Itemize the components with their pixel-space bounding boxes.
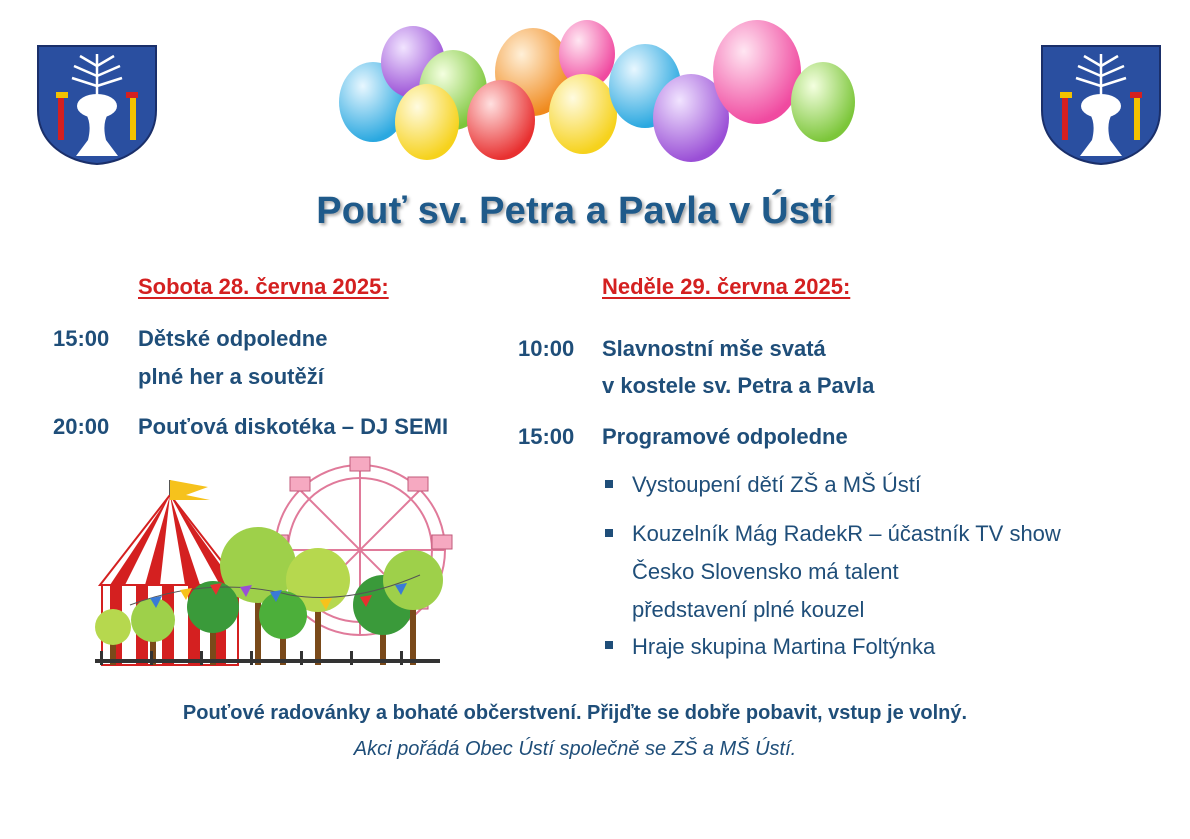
saturday-heading: Sobota 28. června 2025: [138,274,389,299]
sunday-event-2-line1: Programové odpoledne [602,424,848,449]
balloons-icon [335,10,865,180]
funfair-illustration [90,455,470,675]
bullet-icon [605,641,613,649]
saturday-event-1-time: 15:00 [53,326,110,351]
coat-of-arms-left-icon [36,44,158,166]
saturday-event-1-line2: plné her a soutěží [138,364,324,389]
saturday-event-2-time: 20:00 [53,414,110,439]
sunday-event-2-time: 15:00 [518,424,575,449]
bullet-icon [605,529,613,537]
program-item-2-line2: Česko Slovensko má talent [632,559,899,584]
sunday-heading: Neděle 29. června 2025: [602,274,851,299]
sunday-event-1-time: 10:00 [518,336,575,361]
saturday-event-2-line1: Pouťová diskotéka – DJ SEMI [138,414,449,439]
program-item-1: Vystoupení dětí ZŠ a MŠ Ústí [632,472,921,497]
coat-of-arms-right-icon [1040,44,1162,166]
saturday-event-1-line1: Dětské odpoledne [138,326,328,351]
page-title: Pouť sv. Petra a Pavla v Ústí [316,190,834,232]
footer-organizer: Akci pořádá Obec Ústí společně se ZŠ a MŠ Ústí. [353,738,797,760]
sunday-event-1-line2: v kostele sv. Petra a Pavla [602,373,875,398]
program-item-2-line1: Kouzelník Mág RadekR – účastník TV show [632,521,1061,546]
sunday-event-1-line1: Slavnostní mše svatá [602,336,826,361]
footer-main: Pouťové radovánky a bohaté občerstvení. Přijďte se dobře pobavit, vstup je volný. [182,702,968,724]
bullet-icon [605,480,613,488]
program-item-2-line3: představení plné kouzel [632,597,865,622]
program-item-3: Hraje skupina Martina Foltýnka [632,634,936,659]
